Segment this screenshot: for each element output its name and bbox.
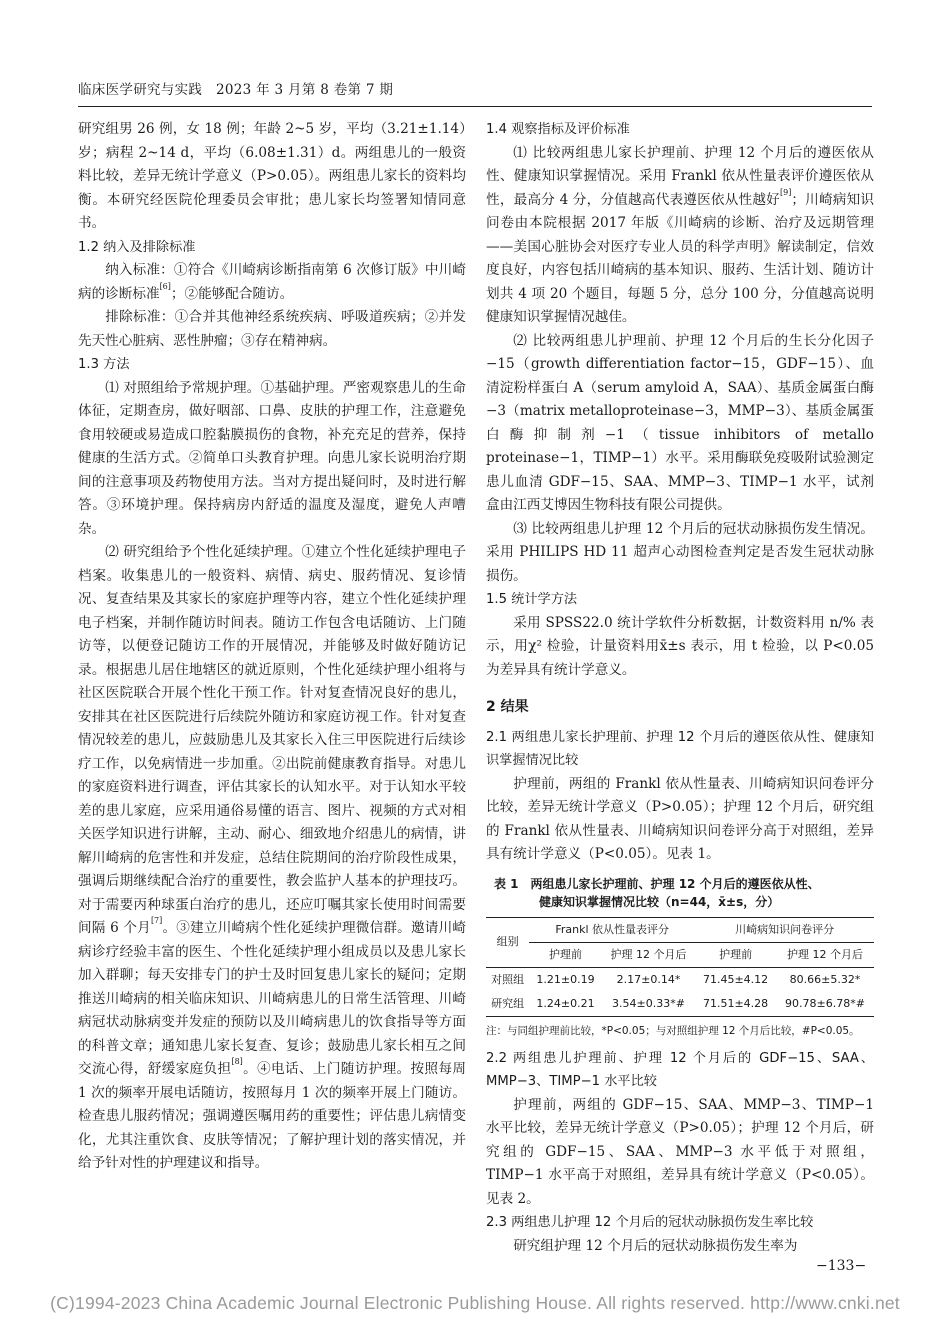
table-1-caption: 表 1 两组患儿家长护理前、护理 12 个月后的遵医依从性、 健康知识掌握情况比较（n=44，x̄±s，分） bbox=[494, 876, 820, 909]
paragraph-demographics: 研究组男 26 例，女 18 例；年龄 2~5 岁，平均（3.21±1.14）岁；病程 2~14 d，平均（6.08±1.31）d。两组患儿的一般资料比较，差异无统计学意义（P>0.05）。两组患儿家长的资料均衡。本研究经医院伦理委员会审批；患儿家长均签署知情同意书。 bbox=[78, 121, 466, 231]
table-1-note: 注：与同组护理前比较，*P<0.05；与对照组护理 12 个月后比较，#P<0.05。 bbox=[486, 1024, 860, 1037]
section-1-3-heading: 1.3 方法 bbox=[78, 357, 130, 372]
left-column bbox=[78, 118, 466, 1176]
col-frankl-after: 护理 12 个月后 bbox=[602, 942, 695, 967]
table-row: 对照组 1.21±0.19 2.17±0.14* 71.45±4.12 80.66±5.32* bbox=[491, 972, 861, 986]
section-1-2-heading: 1.2 纳入及排除标准 bbox=[78, 239, 196, 255]
paragraph-observation-3: ⑶ 比较两组患儿护理 12 个月后的冠状动脉损伤发生情况。采用 PHILIPS HD 11 超声心动图检查判定是否发生冠状动脉损伤。 bbox=[486, 520, 874, 584]
paragraph-observation-1: ⑴ 比较两组患儿家长护理前、护理 12 个月后的遵医依从性、健康知识掌握情况。采用 Frankl 依从性量表评价遵医依从性，最高分 4 分，分值越高代表遵医依从性越好[9]；川崎病知识问卷由本院根据 2017 年版《川崎病的诊断、治疗及远期管理——美国心脏协会对医疗专业人员的科学声明》解读制定，信效度良好，内容包括川崎病的基本知识、服药、生活计划、随访计划共 4 项 20 个题目，每题 5 分，总分 100 分，分值越高说明健康知识掌握情况越佳。 bbox=[486, 144, 875, 325]
citation-6[interactable]: [6] bbox=[159, 281, 171, 291]
table-1 bbox=[486, 917, 874, 1017]
running-header: 临床医学研究与实践 2023 年 3 月第 8 卷第 7 期 bbox=[78, 82, 394, 98]
paragraph-control-method: ⑴ 对照组给予常规护理。①基础护理。严密观察患儿的生命体征，定期查房，做好咽部、口鼻、皮肤的护理工作，注意避免食用较硬或易造成口腔黏膜损伤的食物，补充充足的营养，保持健康的生活方式。②简单口头教育护理。向患儿家长说明治疗期间的注意事项及药物使用方法。当对方提出疑问时，及时进行解答。③环境护理。保持病房内舒适的温度及湿度，避免人声嘈杂。 bbox=[78, 379, 466, 537]
citation-9[interactable]: [9] bbox=[780, 187, 792, 197]
section-1-4-heading: 1.4 观察指标及评价标准 bbox=[486, 122, 630, 137]
citation-8[interactable]: [8] bbox=[231, 1057, 243, 1066]
section-2-3-heading: 2.3 两组患儿护理 12 个月后的冠状动脉损伤发生率比较 bbox=[486, 1215, 814, 1230]
copyright-footer[interactable]: (C)1994-2023 China Academic Journal Electronic Publishing House. All rights reserved. http://www.cnki.net bbox=[50, 1293, 900, 1313]
header-rule bbox=[78, 106, 872, 107]
table-row: 研究组 1.24±0.21 3.54±0.33*# 71.51±4.28 90.78±6.78*# bbox=[491, 996, 865, 1010]
paragraph-result-2-3: 研究组护理 12 个月后的冠状动脉损伤发生率为 bbox=[513, 1237, 798, 1254]
col-kd-knowledge: 川崎病知识问卷评分 bbox=[695, 917, 874, 942]
section-2-2-heading: 2.2 两组患儿护理前、护理 12 个月后的 GDF−15、SAA、MMP−3、TIMP−1 水平比较 bbox=[486, 1050, 874, 1089]
paragraph-statistics: 采用 SPSS22.0 统计学软件分析数据，计数资料用 n/% 表示，用χ² 检验，计量资料用x̄±s 表示，用 t 检验，以 P<0.05 为差异具有统计学意义。 bbox=[486, 614, 874, 678]
col-kd-before: 护理前 bbox=[695, 942, 776, 967]
section-2-1-heading: 2.1 两组患儿家长护理前、护理 12 个月后的遵医依从性、健康知识掌握情况比较 bbox=[486, 729, 874, 768]
paragraph-observation-2: ⑵ 比较两组患儿护理前、护理 12 个月后的生长分化因子−15（growth differentiation factor−15，GDF−15）、血清淀粉样蛋白 A（serum amyloid A，SAA）、基质金属蛋白酶−3（matrix metalloproteinase−3，MMP−3）、基质金属蛋白酶抑制剂−1（tissue inhibitors of metallo proteinase−1，TIMP−1）水平。采用酶联免疫吸附试验测定患儿血清 GDF−15、SAA、MMP−3、TIMP−1 水平，试剂盒由江西艾博因生物科技有限公司提供。 bbox=[486, 332, 874, 513]
right-column bbox=[486, 118, 874, 1258]
paragraph-result-2-2: 护理前，两组的 GDF−15、SAA、MMP−3、TIMP−1 水平比较，差异无统计学意义（P>0.05）；护理 12 个月后，研究组的 GDF−15、SAA、MMP−3 水平低于对照组，TIMP−1 水平高于对照组，差异具有统计学意义（P<0.05）。见表 2。 bbox=[486, 1096, 874, 1207]
col-group: 组别 bbox=[486, 917, 529, 967]
col-frankl-before: 护理前 bbox=[529, 942, 602, 967]
paragraph-exclusion: 排除标准：①合并其他神经系统疾病、呼吸道疾病；②并发先天性心脏病、恶性肿瘤；③存在精神病。 bbox=[78, 309, 466, 349]
col-kd-after: 护理 12 个月后 bbox=[776, 942, 874, 967]
col-frankl: Frankl 依从性量表评分 bbox=[529, 917, 695, 942]
paragraph-inclusion: 纳入标准：①符合《川崎病诊断指南第 6 次修订版》中川崎病的诊断标准[6]；②能够配合随访。 bbox=[78, 262, 466, 302]
paragraph-result-2-1: 护理前，两组的 Frankl 依从性量表、川崎病知识问卷评分比较，差异无统计学意义（P>0.05）；护理 12 个月后，研究组的 Frankl 依从性量表、川崎病知识问卷评分高于对照组，差异具有统计学意义（P<0.05）。见表 1。 bbox=[486, 775, 874, 862]
page-number: −133− bbox=[816, 1258, 867, 1274]
paragraph-study-method: ⑵ 研究组给予个性化延续护理。①建立个性化延续护理电子档案。收集患儿的一般资料、病情、病史、服药情况、复诊情况、复查结果及其家长的家庭护理等内容，建立个性化延续护理电子档案，并制作随访时间表。随访工作包含电话随访、上门随访等，以便登记随访工作的开展情况，并能够及时做好随访记录。根据患儿居住地辖区的就近原则，个性化延续护理小组将与社区医院联合开展个性化干预工作。针对复查情况良好的患儿，安排其在社区医院进行后续院外随访和家庭访视工作。针对复查情况较差的患儿，应鼓励患儿及其家长入住三甲医院进行后续诊疗工作，以免病情进一步加重。②出院前健康教育指导。对患儿的家庭资料进行调查，评估其家长的认知水平。对于认知水平较差的患儿家庭，应采用通俗易懂的语言、图片、视频的方式对相关医学知识进行讲解，主动、耐心、细致地介绍患儿的病情，讲解川崎病的危害性和并发症，总结住院期间的治疗阶段性成果，强调后期继续配合治疗的重要性，教会监护人基本的护理技巧。对于需要丙种球蛋白治疗的患儿，还应叮嘱其家长使用时间需要间隔 6 个月[7]。③建立川崎病个性化延续护理微信群。邀请川崎病诊疗经验丰富的医生、个性化延续护理小组成员以及患儿家长加入群聊；每天安排专门的护士及时回复患儿家长的疑问；定期推送川崎病的相关临床知识、川崎病患儿的日常生活管理、川崎病冠状动脉病变并发症的预防以及川崎病患儿的饮食指导等方面的科普文章；通知患儿家长复查、复诊；鼓励患儿家长相互之间交流心得，舒缓家庭负担[8]。④电话、上门随访护理。按照每周 1 次的频率开展电话随访，按照每月 1 次的频率开展上门随访。检查患儿服药情况；强调遵医嘱用药的重要性；评估患儿病情变化，尤其注重饮食、皮肤等情况；了解护理计划的落实情况，并给予针对性的护理建议和指导。 bbox=[78, 544, 466, 1171]
section-1-5-heading: 1.5 统计学方法 bbox=[486, 592, 578, 607]
results-heading: 2 结果 bbox=[486, 699, 529, 715]
citation-7[interactable]: [7] bbox=[150, 916, 163, 925]
